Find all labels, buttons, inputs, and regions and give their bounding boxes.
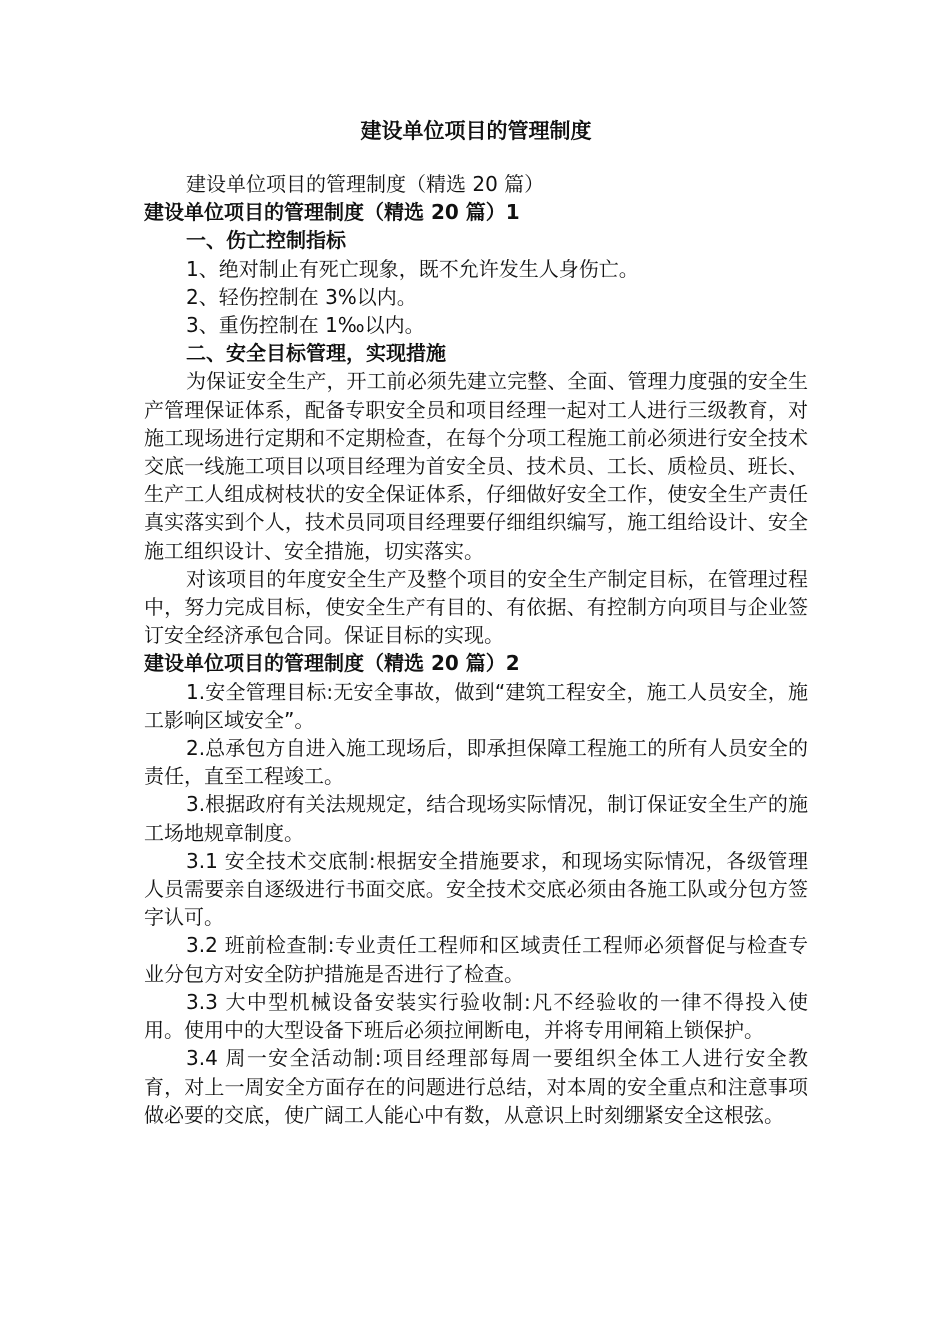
list-item: 3、重伤控制在 1‰以内。 bbox=[186, 313, 425, 338]
body-paragraph: 3.3 大中型机械设备安装实行验收制:凡不经验收的一律不得投入使用。使用中的大型设备下班后必须拉闸断电，并将专用闸箱上锁保护。 bbox=[144, 989, 808, 1043]
subheading-safety-target: 二、安全目标管理，实现措施 bbox=[186, 341, 446, 366]
body-paragraph: 1.安全管理目标:无安全事故，做到“建筑工程安全，施工人员安全，施工影响区域安全”。 bbox=[144, 679, 808, 732]
body-paragraph: 3.根据政府有关法规规定，结合现场实际情况，制订保证安全生产的施工场地规章制度。 bbox=[144, 792, 808, 845]
body-paragraph: 3.4 周一安全活动制:项目经理部每周一要组织全体工人进行安全教育，对上一周安全方面存在的问题进行总结，对本周的安全重点和注意事项做必要的交底，使广阔工人能心中有数，从意识上时刻绷紧安全这根弦。 bbox=[144, 1046, 808, 1127]
intro-paragraph: 建设单位项目的管理制度（精选 20 篇） bbox=[186, 172, 545, 196]
body-paragraph: 3.2 班前检查制:专业责任工程师和区域责任工程师必须督促与检查专业分包方对安全防护措施是否进行了检查。 bbox=[144, 933, 808, 986]
list-item: 1、绝对制止有死亡现象，既不允许发生人身伤亡。 bbox=[186, 256, 639, 281]
document-title: 建设单位项目的管理制度 bbox=[360, 119, 592, 143]
body-paragraph: 2.总承包方自进入施工现场后，即承担保障工程施工的所有人员安全的责任，直至工程竣工。 bbox=[144, 736, 808, 789]
body-paragraph: 对该项目的年度安全生产及整个项目的安全生产制定目标，在管理过程中，努力完成目标，使安全生产有目的、有依据、有控制方向项目与企业签订安全经济承包合同。保证目标的实现。 bbox=[144, 566, 808, 648]
body-paragraph: 为保证安全生产，开工前必须先建立完整、全面、管理力度强的安全生产管理保证体系，配备专职安全员和项目经理一起对工人进行三级教育，对施工现场进行定期和不定期检查，在每个分项工程施工前必须进行安全技术交底一线施工项目以项目经理为首安全员、技术员、工长、质检员、班长、生产工人组成树枝状的安全保证体系，仔细做好安全工作，使安全生产责任真实落实到个人，技术员同项目经理要仔细组织编写，施工组给设计、安全施工组织设计、安全措施，切实落实。 bbox=[144, 369, 808, 563]
body-paragraph: 3.1 安全技术交底制:根据安全措施要求，和现场实际情况，各级管理人员需要亲自逐级进行书面交底。安全技术交底必须由各施工队或分包方签字认可。 bbox=[144, 848, 808, 930]
list-item: 2、轻伤控制在 3%以内。 bbox=[186, 284, 417, 309]
subheading-casualty-control: 一、伤亡控制指标 bbox=[186, 228, 346, 253]
section-heading-1: 建设单位项目的管理制度（精选 20 篇）1 bbox=[144, 200, 520, 225]
document-page bbox=[144, 112, 808, 1129]
section-heading-2: 建设单位项目的管理制度（精选 20 篇）2 bbox=[144, 651, 520, 676]
